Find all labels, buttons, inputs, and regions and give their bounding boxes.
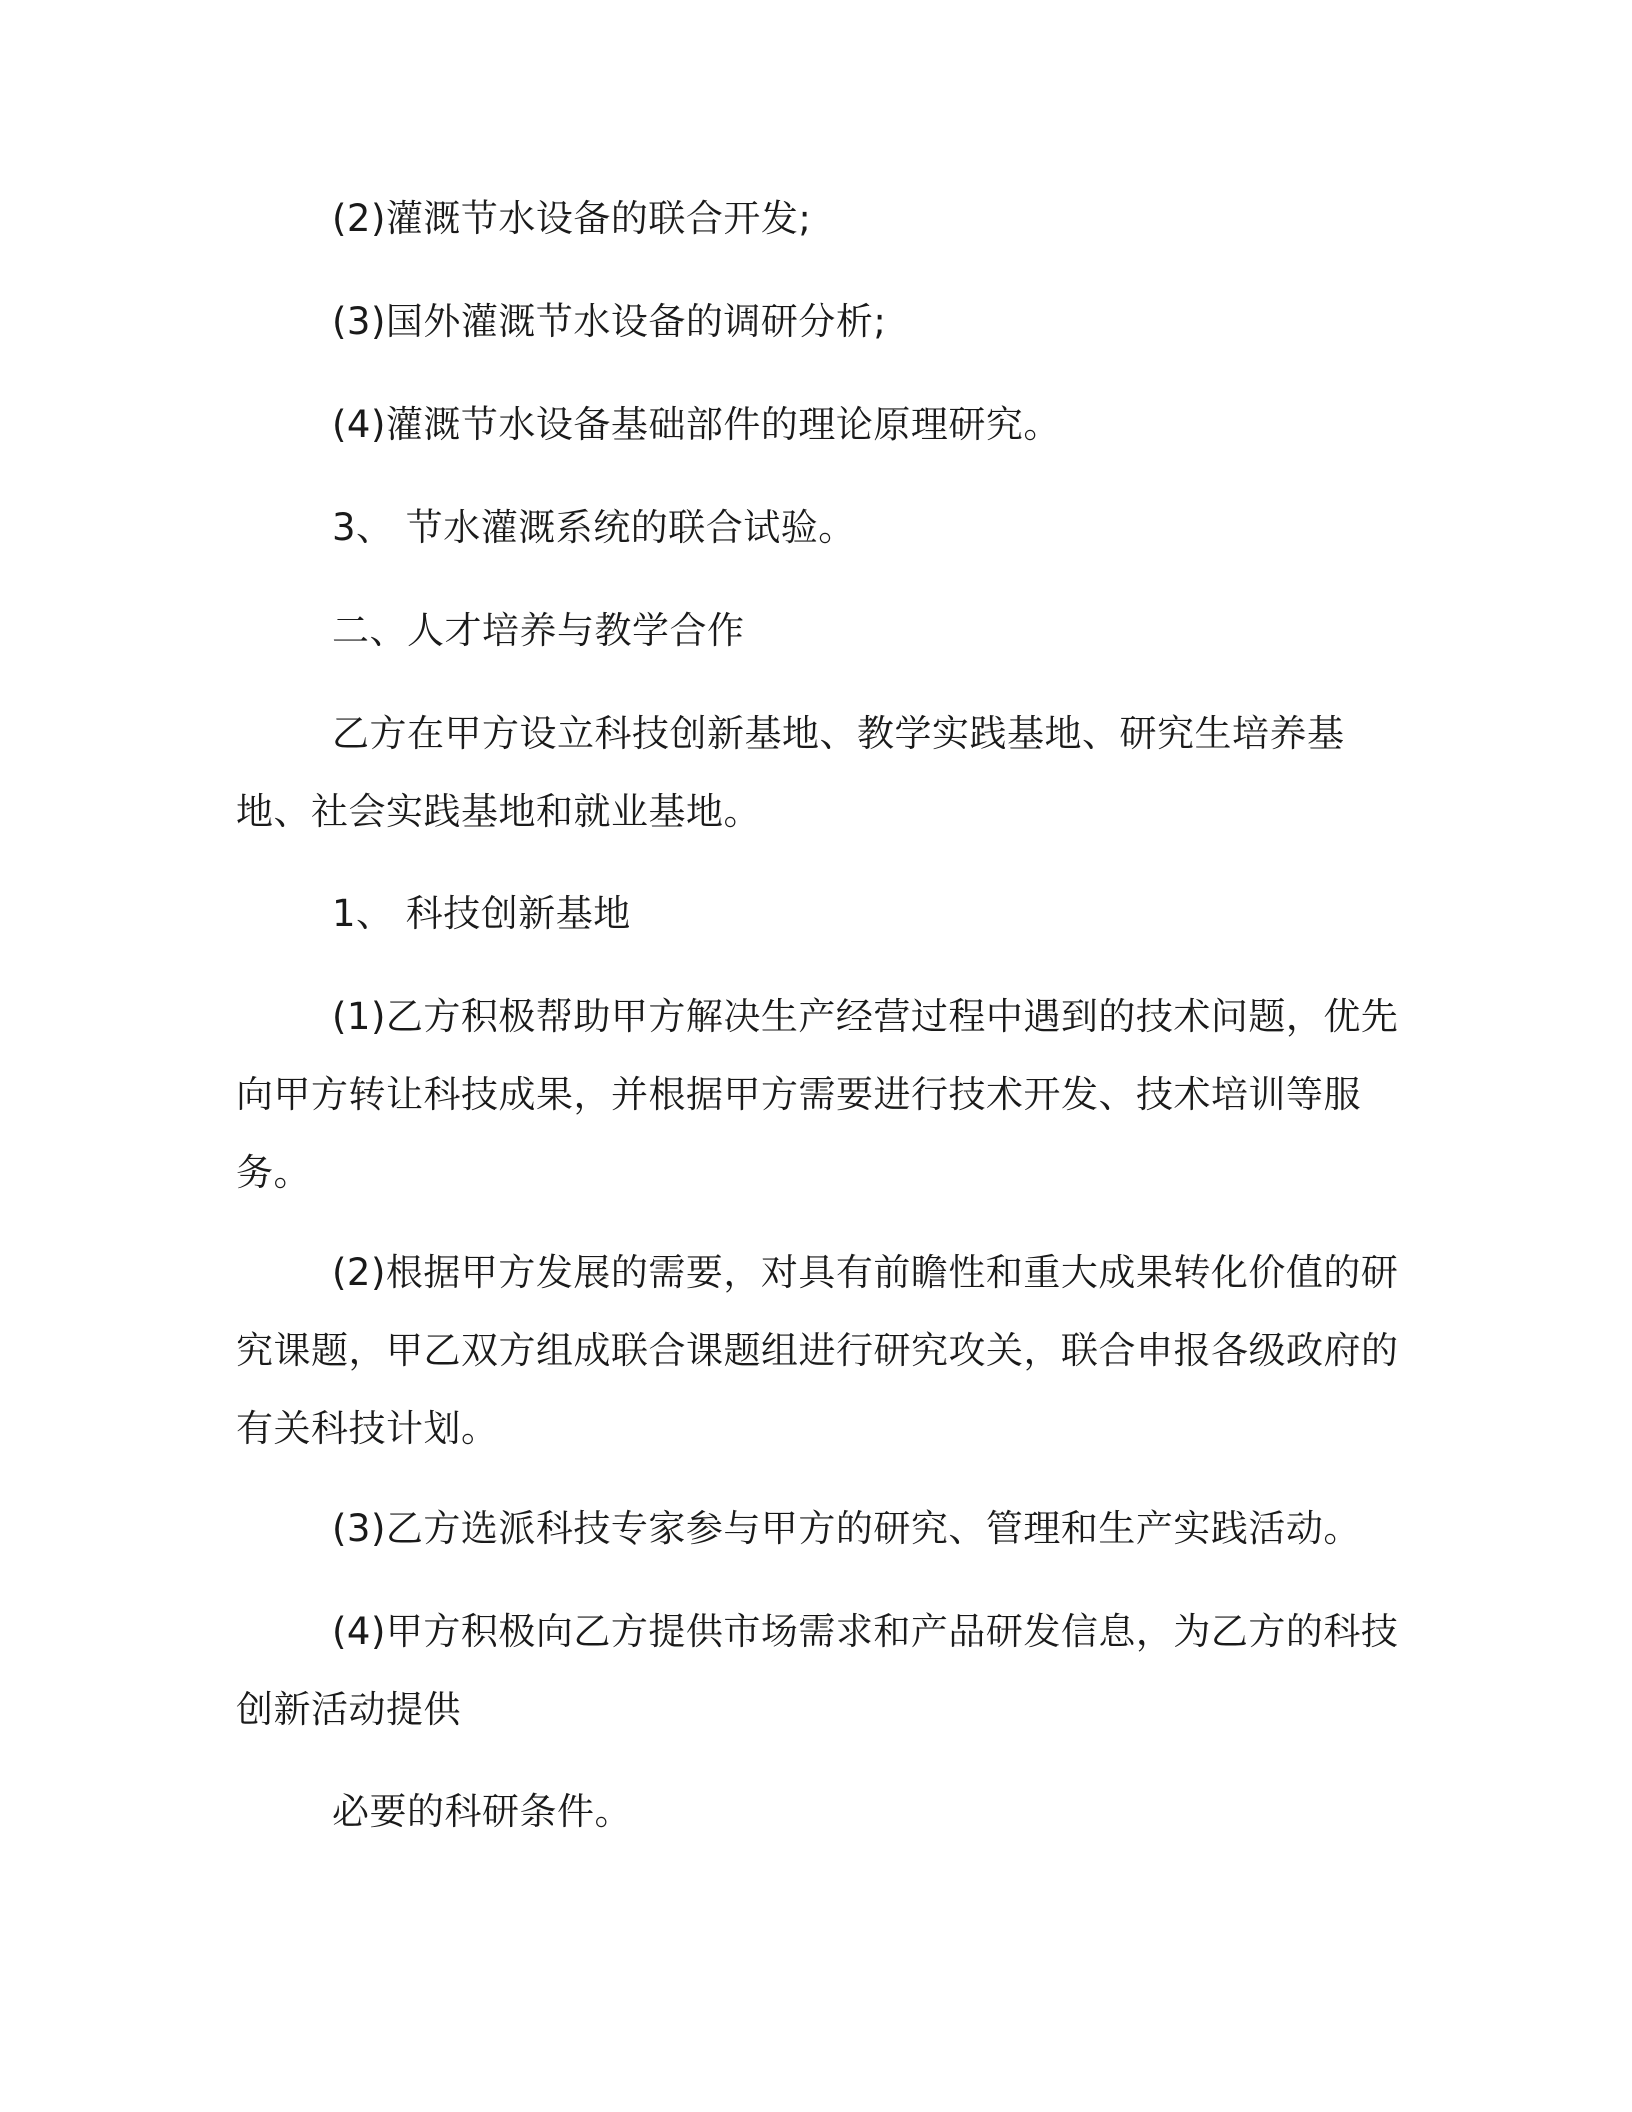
- subsection-heading-1: 1、 科技创新基地: [332, 892, 631, 935]
- paragraph-item-3: (3)国外灌溉节水设备的调研分析;: [332, 300, 887, 343]
- section-heading-2: 二、人才培养与教学合作: [332, 609, 745, 652]
- paragraph-bases-intro: 乙方在甲方设立科技创新基地、教学实践基地、研究生培养基地、社会实践基地和就业基地。: [236, 712, 1345, 833]
- paragraph-base-item-1: (1)乙方积极帮助甲方解决生产经营过程中遇到的技术问题，优先向甲方转让科技成果，并根据甲方需要进行技术开发、技术培训等服务。: [236, 995, 1399, 1194]
- paragraph-base-item-3: (3)乙方选派科技专家参与甲方的研究、管理和生产实践活动。: [332, 1507, 1361, 1550]
- paragraph-base-item-2: (2)根据甲方发展的需要，对具有前瞻性和重大成果转化价值的研究课题，甲乙双方组成联合课题组进行研究攻关，联合申报各级政府的有关科技计划。: [236, 1251, 1399, 1450]
- paragraph-section-3: 3、 节水灌溉系统的联合试验。: [332, 506, 856, 549]
- paragraph-item-4: (4)灌溉节水设备基础部件的理论原理研究。: [332, 403, 1061, 446]
- paragraph-base-item-4: (4)甲方积极向乙方提供市场需求和产品研发信息，为乙方的科技创新活动提供: [236, 1610, 1399, 1731]
- paragraph-item-2: (2)灌溉节水设备的联合开发;: [332, 197, 812, 240]
- paragraph-continuation: 必要的科研条件。: [332, 1790, 632, 1833]
